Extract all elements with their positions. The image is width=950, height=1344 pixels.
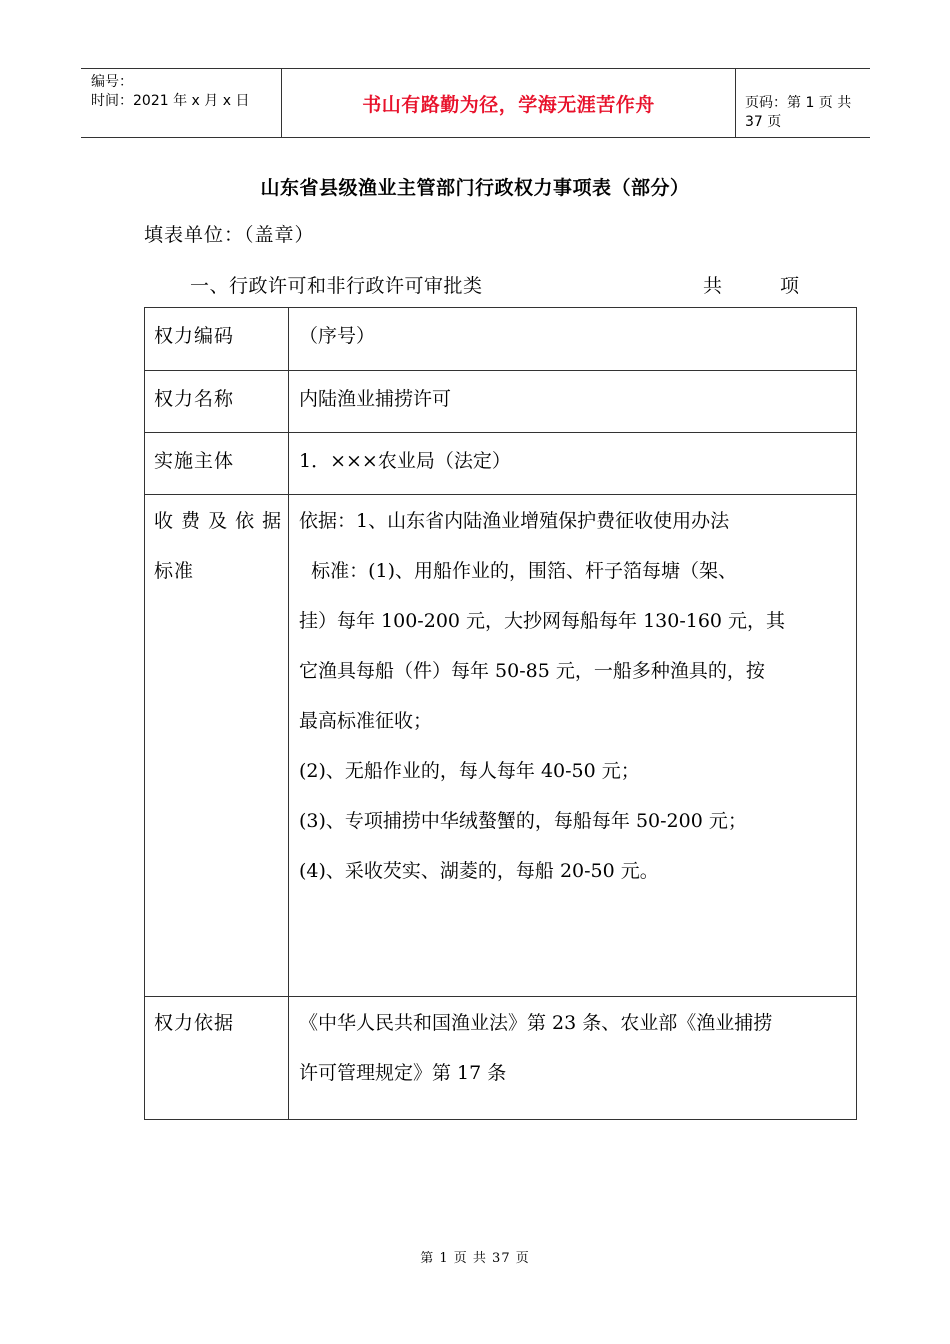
table-row [145,308,856,371]
time-label: 时间：2021 年 x 月 x 日 [91,93,250,109]
table-row [145,996,856,1119]
fill-unit-label: 填表单位：（盖章） [144,224,315,246]
label-line: 标准 [154,560,195,582]
page-header [81,68,870,138]
value-line: 标准：(1)、用船作业的，围箔、杆子箔每塘（架、 [299,560,737,582]
table-row [145,494,856,997]
value-line: 最高标准征收； [299,710,433,732]
row-value: （序号） [299,325,376,347]
value-line: 它渔具每船（件）每年 50-85 元，一船多种渔具的，按 [299,660,765,682]
row-value: 1．×××农业局（法定） [299,450,511,472]
table-row [145,432,856,495]
value-line: (3)、专项捕捞中华绒螯蟹的，每船每年 50-200 元； [299,810,747,832]
value-line: 《中华人民共和国渔业法》第 23 条、农业部《渔业捕捞 [299,1012,773,1034]
header-meta-cell [81,69,281,137]
page-footer: 第 1 页 共 37 页 [420,1251,530,1266]
value-line: 挂）每年 100-200 元，大抄网每船每年 130-160 元，其 [299,610,786,632]
value-line: (2)、无船作业的，每人每年 40-50 元； [299,760,640,782]
page-info: 页码：第 1 页 共 37 页 [745,95,852,130]
table-row [145,370,856,433]
count-xiang: 项 [780,275,800,297]
section-heading: 一、行政许可和非行政许可审批类 [190,275,483,297]
label-line: 收 费 及 依 据 [154,510,283,532]
power-table [144,307,857,1120]
row-label: 权力名称 [145,371,289,433]
row-label: 权力编码 [145,308,289,371]
value-line: 依据：1、山东省内陆渔业增殖保护费征收使用办法 [299,510,730,532]
row-label: 实施主体 [145,433,289,495]
value-line: (4)、采收芡实、湖菱的，每船 20-50 元。 [299,860,659,882]
count-gong: 共 [703,275,723,297]
row-value [289,997,856,1119]
row-value [289,495,856,997]
document-title: 山东省县级渔业主管部门行政权力事项表（部分） [260,177,690,199]
header-page-cell [735,69,870,137]
row-value: 内陆渔业捕捞许可 [299,388,452,410]
motto-text: 书山有路勤为径，学海无涯苦作舟 [362,94,655,116]
header-motto-cell [281,69,736,137]
row-label: 权力依据 [145,997,289,1119]
value-line: 许可管理规定》第 17 条 [299,1062,507,1084]
row-label [145,495,289,997]
serial-label: 编号： [91,74,133,90]
